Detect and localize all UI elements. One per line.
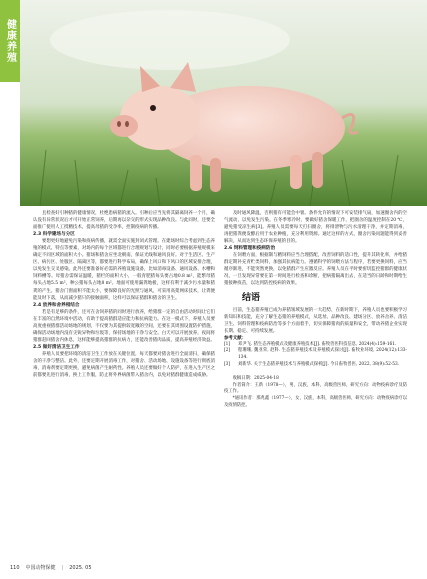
author-note: *通讯作者：那兆鑫（1977—），女，汉族，本科，高级兽医师，研究方向：动物疫病诊疗以及疫情防控。 xyxy=(224,395,407,408)
body-paragraph: 养殖人员要把环境的清洁卫生工作放在关键位置，每天都要对猪舍进行全面清扫，确保猪舍的干净与整洁。此外，还要定期开展消毒工作，对猪舍、活动场地、设施设备等进行彻底消毒，消毒剂要定期更换，避免病菌产生耐药性。养殖人员还要做好个人防护，在进入生产区之前都要先进行消毒，换上工作服，防止将外界病菌带入猪舍内，以免对猪群健康造成威胁。 xyxy=(33,351,215,379)
journal-name: 中国动物保健 xyxy=(25,565,56,571)
body-paragraph: 且检查好引种猪的健康情况，杜绝患病猪的流入。引种后应当先将其隔离饲养一个月，确认没有异常状况后才可开始正常饲养，后期再以杂交的形式实现品种改良。与此同时，还要全面推广使用人工授精技术，提高母猪的受孕率，控制疫病的传播。 xyxy=(33,211,215,231)
left-column xyxy=(33,210,215,379)
body-paragraph: 在饲喂方面，根据制与精饲料应当合理搭配，改善饲料的适口性，提升其转化率，并给猪群定期补充青贮类饲料，加强其抗病能力。遵循科学的饲喂方法与程序，若要更换饲料，应当循序渐进，不能突然更换，以免猪群产生应激反应。养殖人员在平时要密切监控猪群的健康状况，一旦发现异常要在第一时间进行检查和诊断，把病猪隔离出去，在适当的日龄和时期给生猪接种疫苗，以达到防控疫病的效果。 xyxy=(224,253,407,287)
reference-text: 邓尹飞. 猪生态养殖模式及健康养殖技术[J]. 畜牧兽医科技信息, 2024(4):159-161. xyxy=(238,341,397,347)
reference-number: [2] xyxy=(224,348,231,354)
section-heading: 2.4 放养和舍养相结合 xyxy=(33,302,80,308)
reference-number: [1] xyxy=(224,341,231,347)
reference-number: [3] xyxy=(224,361,231,367)
body-paragraph: 及时通风降温，否则猪有可能会中暑。条件允许的情况下可安装排气扇，加速圈舍内的空气流动，以免发生污染。在冬季寒冷时，要做好猪舍保暖工作，把圈舍的温度控制在20 ℃，避免猪受凉生病[3]。养殖人员需要每天打扫圈舍，将排泄物与污水清理干净，并定期消毒，再把猪粪便发酵后用于农业种植，充分利用资源。通过这样的方式，圈舍污染问题能得到妥善解决，从而达到生态环保养殖的目的。 xyxy=(224,211,407,245)
reference-text: 刘新华. 关于生态猪养殖技术与养殖模式探析[J]. 今日畜牧兽医, 2022, 38(9):52-53. xyxy=(238,361,400,367)
section-heading: 2.3 科学建场与分区 xyxy=(33,232,75,238)
piglet-photo xyxy=(20,0,427,206)
body-paragraph: 目前，生态猪养殖已成为养猪领域发展的一大趋势，在新时期下，养殖人员也要积极学习新知识和技能，充分了解生态猪的养殖模式，从选址、品种改良、建场分区、放养舍养、清洁卫生、饲料管理和疫病防治等多个方面着手，切实保障猪肉的质量和安全，带动养猪企业实现长期、稳定、可持续发展。 xyxy=(224,307,407,334)
footer-separator: | xyxy=(61,564,64,571)
piglet-illustration xyxy=(20,0,427,206)
references-label: 参考文献： xyxy=(224,335,247,341)
reference-item xyxy=(224,348,407,361)
section-heading: 2.5 做好清洁卫生工作 xyxy=(33,344,80,350)
reference-text: 程珊珊, 魏亚荣, 赵科. 生态猪养殖技术及养殖模式探讨[J]. 畜牧业环境, 2024(12):133-134. xyxy=(238,348,407,360)
reference-item xyxy=(224,362,407,369)
page-number: 110 xyxy=(10,564,20,571)
right-column xyxy=(224,210,407,409)
issue-number: 2025. 05 xyxy=(69,564,92,571)
section-tab: 健康养殖 xyxy=(0,0,20,82)
body-paragraph: 若是有足够的条件，还可在舍饲养猪的同时进行放养，给猪群一定的自由活动时间让它们在丰富的自然环境中活动，有助于提高猪群适应能力和抗病能力。在这一模式下，养殖人员要高度重视猪群活动场地的规划，不仅要为其提供较宽敞的空间，还要在其周围设置防护措施，确保活动场地内没有尖锐异物和垃圾等，保持场地的干净与安全。白天可以开展放养，夜间将猪群赶回猪舍内休息，这样能够提高猪群的抗病力，还能改善猪肉品质，提高养殖经济效益。 xyxy=(33,309,215,343)
conclusion-heading: 结语 xyxy=(242,292,261,303)
received-date: 收稿日期：2025-04-18 xyxy=(232,376,279,382)
body-paragraph: 要想更好地避免污染和疫病传播，就需全面实施封闭式管理。在建场时综合考虑到生态养殖的模式、特点等要素，对场内的每个区域都进行合理规划与设计，同时必要根据养殖规模来确定不同区域的面积大小。猪场和猪舍应坐北朝南，保证光线和通风良好。对于生活区、生产区、病污区、处服区、隔离区等，都要进行科学布局，确保上风口和下风口的区域安排合理，以免发生交叉感染。此外还要准备好必需的养殖设施设备，比如消毒设备、通风设备、水槽和饲料槽等。母猪舍需保证温暖，猪栏的面积大小，一般育肥猪每头要占地0.8 m²，能繁母猪每头占地5.5 m²，种公猪每头占地8 m²。地面可使用漏粪地板，这样有利于减少污水量和猪粪的产生。猪舍门窗面积不能太小，要保障良好的光照与通风，可采用高架网床技术，让粪便能及时下落，从而减少猪只的接触面积，这样可以保证猪群和猪舍的卫生。 xyxy=(33,239,215,301)
section-heading: 2.6 饲料管理和疫病防治 xyxy=(224,246,276,252)
page-footer xyxy=(10,564,92,571)
author-note: 作者简介：王新（1978—），男，汉族，本科，高级兽医师，研究方向：动物疫病诊疗及防疫工作。 xyxy=(224,382,407,395)
